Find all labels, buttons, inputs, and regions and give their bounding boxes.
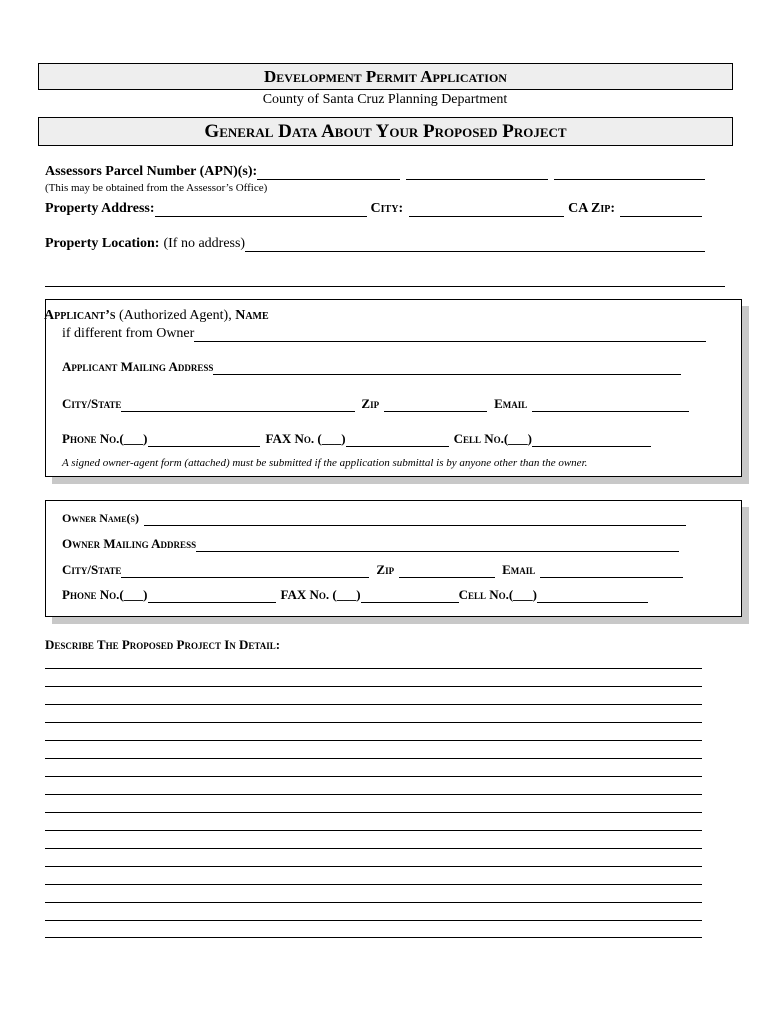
owner-mailing-row — [62, 536, 679, 552]
applicant-cell-field[interactable] — [532, 435, 651, 447]
applicant-zip-field[interactable] — [384, 400, 487, 412]
apn-field-1[interactable] — [257, 168, 400, 180]
description-line[interactable] — [45, 884, 702, 885]
applicant-zip-label: Zip — [361, 396, 380, 411]
description-line[interactable] — [45, 776, 702, 777]
zip-field[interactable] — [620, 205, 702, 217]
property-address-label: Property Address: — [45, 201, 155, 216]
apn-row — [45, 164, 705, 180]
owner-mailing-label: Owner Mailing Address — [62, 536, 197, 551]
description-line[interactable] — [45, 722, 702, 723]
apn-field-2[interactable] — [406, 168, 548, 180]
applicant-if-different-row — [62, 326, 706, 342]
description-line[interactable] — [45, 740, 702, 741]
applicant-city-state-field[interactable] — [121, 400, 355, 412]
applicant-fax-field[interactable] — [346, 435, 449, 447]
owner-fax-field[interactable] — [361, 591, 459, 603]
owner-zip-label: Zip — [376, 562, 395, 577]
owner-fax-label: FAX No. (___) — [280, 587, 361, 602]
description-line[interactable] — [45, 937, 702, 938]
description-line[interactable] — [45, 920, 702, 921]
apn-label: Assessors Parcel Number (APN)(s): — [45, 164, 258, 179]
applicant-mailing-label: Applicant Mailing Address — [62, 359, 214, 374]
property-location-field[interactable] — [245, 240, 705, 252]
description-line[interactable] — [45, 704, 702, 705]
property-location-note: (If no address) — [163, 236, 246, 251]
description-line[interactable] — [45, 812, 702, 813]
description-line[interactable] — [45, 758, 702, 759]
applicant-cell-label: Cell No.(___) — [453, 431, 533, 446]
if-different-label: if different from Owner — [62, 326, 195, 341]
applicant-city-row — [62, 396, 689, 412]
description-line[interactable] — [45, 830, 702, 831]
applicant-fax-label: FAX No. (___) — [265, 431, 346, 446]
applicant-email-label: Email — [494, 396, 528, 411]
description-line[interactable] — [45, 848, 702, 849]
owner-agent-note: A signed owner-agent form (attached) must be submitted if the application submittal is by anyone other than the owner. — [62, 457, 588, 469]
owner-phone-row — [62, 587, 648, 603]
owner-names-row — [62, 511, 686, 526]
description-line[interactable] — [45, 902, 702, 903]
city-field[interactable] — [409, 205, 564, 217]
form-title: Development Permit Application — [38, 63, 733, 90]
applicant-name-row — [44, 308, 269, 324]
property-location-field-2[interactable] — [45, 275, 725, 287]
apn-field-3[interactable] — [554, 168, 705, 180]
applicant-label: Applicant’s — [44, 308, 116, 323]
applicant-name-field[interactable] — [194, 330, 706, 342]
owner-zip-field[interactable] — [399, 566, 495, 578]
property-location-row — [45, 236, 705, 252]
owner-city-state-field[interactable] — [121, 566, 369, 578]
applicant-agent-label: (Authorized Agent), — [115, 308, 236, 323]
applicant-phone-row — [62, 431, 651, 447]
owner-email-field[interactable] — [540, 566, 683, 578]
applicant-name-label: Name — [235, 308, 269, 323]
description-line[interactable] — [45, 794, 702, 795]
department-subtitle: County of Santa Cruz Planning Department — [262, 92, 508, 107]
applicant-mailing-row — [62, 359, 681, 375]
applicant-mailing-field[interactable] — [213, 363, 681, 375]
apn-note: (This may be obtained from the Assessor’s Office) — [45, 182, 268, 194]
property-address-row — [45, 201, 702, 217]
owner-cell-label: Cell No.(___) — [458, 587, 538, 602]
applicant-phone-field[interactable] — [148, 435, 260, 447]
owner-cell-field[interactable] — [537, 591, 648, 603]
owner-names-label: Owner Name(s) — [62, 511, 139, 525]
owner-city-row — [62, 562, 683, 578]
description-line[interactable] — [45, 686, 702, 687]
zip-label: CA Zip: — [568, 201, 616, 216]
owner-names-field[interactable] — [144, 514, 686, 526]
applicant-city-state-label: City/State — [62, 396, 122, 411]
applicant-phone-label: Phone No.(___) — [62, 431, 148, 446]
property-address-field[interactable] — [155, 205, 367, 217]
owner-phone-label: Phone No.(___) — [62, 587, 148, 602]
describe-project-label: Describe The Proposed Project In Detail: — [45, 637, 281, 652]
owner-mailing-field[interactable] — [196, 540, 679, 552]
owner-email-label: Email — [502, 562, 536, 577]
applicant-email-field[interactable] — [532, 400, 689, 412]
description-line[interactable] — [45, 668, 702, 669]
property-location-label: Property Location: — [45, 236, 160, 251]
owner-city-state-label: City/State — [62, 562, 122, 577]
section-heading-general-data: General Data About Your Proposed Project — [38, 117, 733, 146]
description-line[interactable] — [45, 866, 702, 867]
owner-phone-field[interactable] — [148, 591, 276, 603]
city-label: City: — [370, 201, 404, 216]
